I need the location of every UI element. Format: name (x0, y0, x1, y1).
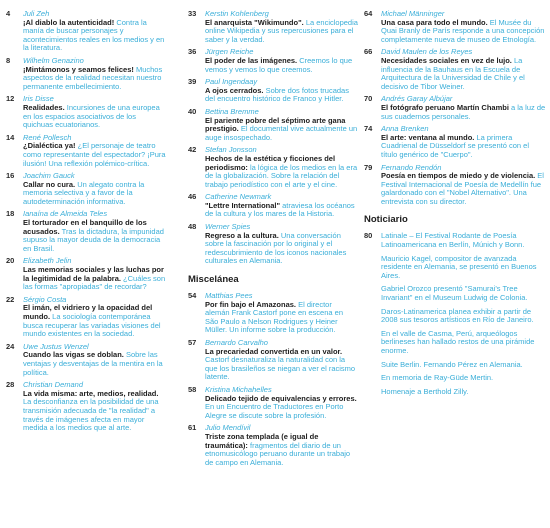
page-number: 58 (188, 384, 197, 394)
entry-title: ¡Al diablo la autenticidad! (23, 17, 115, 27)
toc-entry (188, 424, 358, 467)
entry-text (205, 301, 358, 335)
news-item-text: Gabriel Orozco presentó "Samurai's Tree Invariant" en el Museum Ludwig de Colonia. (381, 284, 528, 303)
page-number: 4 (6, 9, 11, 18)
page-number: 16 (6, 171, 15, 181)
entry-text (23, 390, 166, 433)
toc-entry (188, 223, 358, 266)
page-number: 33 (188, 9, 197, 18)
toc-column-1 (6, 10, 166, 437)
entry-description: Creemos lo que vemos y vemos lo que creemos. (205, 55, 353, 74)
entry-author: Sérgio Costa (23, 294, 67, 304)
entry-author: Michael Männinger (381, 9, 445, 18)
page-number: 22 (6, 294, 15, 304)
entry-title: Realidades. (23, 102, 65, 112)
entry-author: René Pollesch (23, 132, 72, 142)
entry-author: Wilhelm Genazino (23, 55, 84, 65)
entry-author: Bernardo Carvalho (205, 338, 268, 347)
entry-description: Un alegato contra la memoria selectiva y a favor de la autodeterminación informativa. (23, 179, 145, 206)
entry-title: Por fin bajo el Amazonas. (205, 299, 296, 309)
news-item-text: Latinale – El Festival Rodante de Poesía Latinoamericana en Berlín, Múnich y Bonn. (381, 231, 525, 250)
entry-title: Triste zona templada (e igual de traumática): (205, 431, 319, 450)
news-item (364, 232, 546, 249)
entry-author: Paul Ingendaay (205, 77, 258, 87)
page-number: 40 (188, 106, 197, 116)
entry-title: Callar no cura. (23, 179, 76, 189)
entry-description: Castorf desnaturaliza la naturalidad con la que los brasileños se niegan a ver el racismo latente. (205, 355, 356, 382)
page-number: 70 (364, 94, 373, 104)
entry-text (23, 66, 166, 92)
news-item (364, 255, 546, 281)
entry-text (205, 395, 358, 421)
news-item-text: En el valle de Casma, Perú, arqueólogos berlineses han hallado restos de una pirámide enorme. (381, 328, 535, 355)
toc-entry (188, 10, 358, 44)
page-number: 46 (188, 192, 197, 202)
toc-entry (6, 134, 166, 168)
entry-title: El arte: ventana al mundo. (381, 132, 475, 142)
entry-author: Matthias Pees (205, 291, 253, 301)
entry-text (381, 172, 546, 206)
toc-entry (6, 257, 166, 291)
entry-author: Stefan Jonsson (205, 145, 257, 155)
toc-column-3-main (364, 10, 546, 206)
entry-title: El pariente pobre del séptimo arte gana prestigio. (205, 115, 346, 134)
entry-title: Cuando las vigas se doblan. (23, 350, 124, 360)
entry-title: A ojos cerrados. (205, 85, 264, 95)
page-number: 20 (6, 256, 15, 266)
toc-entry (188, 146, 358, 189)
toc-column-2-main (188, 10, 358, 266)
toc-entry (364, 48, 546, 91)
entry-description: Una conversación sobre la fascinación por lo original y el redescubrimiento de los iconos nacionales culturales en Alemania. (205, 230, 347, 266)
page-number: 80 (364, 231, 373, 241)
page-number: 61 (188, 423, 197, 433)
entry-text (23, 219, 166, 253)
entry-title: Las memorias sociales y las luchas por la legitimidad de la palabra. (23, 265, 164, 283)
entry-title: ¡Mintámonos y seamos felices! (23, 64, 134, 74)
entry-text (23, 266, 166, 292)
entry-text (205, 348, 358, 382)
news-item-text: Homenaje a Berthold Zilly. (381, 386, 469, 396)
section-heading-miscelanea: Miscelánea (188, 274, 239, 286)
entry-author: Iris Disse (23, 94, 54, 104)
toc-entry (188, 386, 358, 420)
entry-description: Contra la manía de buscar personajes y acontecimientos reales en los medios y en la literatura. (23, 17, 165, 53)
entry-author: Fernando Rendón (381, 162, 442, 172)
entry-description: la lógica de los medios en la era de la globalización. Sobre la relación del trabajo periodístico con el arte y el cine. (205, 162, 358, 189)
entry-text (205, 117, 358, 143)
page-number: 28 (6, 380, 15, 390)
entry-title: El imán, el vidriero y la opacidad del mundo. (23, 303, 153, 321)
toc-entry (6, 343, 166, 377)
toc-column-2-misc (188, 292, 358, 467)
toc-entry (188, 292, 358, 335)
toc-entry (6, 10, 166, 53)
entry-text (205, 433, 358, 467)
toc-entry (364, 125, 546, 159)
page-number: 12 (6, 94, 15, 104)
news-item-text: Suite Berlin. Fernando Pérez en Alemania. (381, 359, 523, 369)
page-number: 54 (188, 291, 197, 301)
entry-title: El anarquista "Wikimundo". (205, 17, 304, 27)
entry-author: Bettina Bremme (205, 106, 259, 116)
toc-entry (364, 10, 546, 44)
entry-description: El director alemán Frank Castorf pone en escena en São Paulo a Nelson Rodrigues y Heiner Müller. Un informe sobre la producción. (205, 299, 343, 335)
entry-author: Uwe Justus Wenzel (23, 341, 89, 351)
toc-column-2 (188, 10, 358, 471)
page-number: 64 (364, 9, 373, 18)
entry-text (205, 19, 358, 45)
page-number: 74 (364, 124, 373, 134)
page-number: 36 (188, 47, 197, 57)
entry-title: "Lettre International" (205, 200, 281, 210)
news-item-text: Daros-Latinamerica planea exhibir a partir de 2008 sus tesoros artísticos en Río de Janeiro. (381, 306, 534, 325)
entry-title: Delicado tejido de equivalencias y errores. (205, 393, 357, 403)
entry-author: Anna Brenken (381, 124, 429, 134)
page-number: 14 (6, 132, 15, 142)
page-number: 66 (364, 47, 373, 57)
entry-description: ¿El personaje de teatro como representante del espectador? ¡Pura ilusión! Una reflexión polémico-crítica. (23, 141, 166, 168)
entry-text (23, 142, 166, 168)
toc-entry (6, 296, 166, 339)
toc-entry (6, 381, 166, 433)
entry-text (381, 19, 546, 45)
news-item (364, 308, 546, 325)
page-number: 42 (188, 145, 197, 155)
toc-entry (6, 172, 166, 206)
entry-author: Ianaína de Almeida Teles (23, 209, 108, 219)
toc-entry (364, 164, 546, 207)
entry-text (205, 87, 358, 104)
entry-title: El fotógrafo peruano Martín Chambi (381, 102, 509, 112)
news-item (364, 285, 546, 302)
entry-text (381, 104, 546, 121)
entry-author: Catherine Newmark (205, 192, 272, 202)
news-item (364, 361, 546, 370)
entry-author: Julio Mendívil (205, 423, 251, 433)
page-number: 8 (6, 55, 11, 65)
news-item-text: En memoria de Ray-Güde Mertin. (381, 373, 494, 383)
entry-text (23, 351, 166, 377)
entry-title: Poesía en tiempos de miedo y de violencia. (381, 171, 536, 181)
news-item (364, 330, 546, 356)
entry-author: Andrés Garay Albújar (381, 94, 453, 104)
entry-description: atraviesa los océanos de la cultura y los mares de la Historia. (205, 200, 355, 219)
entry-description: La influencia de la Bauhaus en la Escuela de Arquitectura de la Universidad de Chile y el decisivo de Tibor Weiner. (381, 55, 525, 91)
entry-description: a la luz de sus cuadernos personales. (381, 102, 546, 121)
page-number: 18 (6, 209, 15, 219)
page-number: 57 (188, 338, 197, 347)
entry-description: Muchos aspectos de la realidad necesitan nuestro permanente embellecimiento. (23, 64, 163, 91)
page-number: 79 (364, 162, 373, 172)
entry-text (23, 181, 166, 207)
toc-entry (188, 339, 358, 382)
news-item-text: Mauricio Kagel, compositor de avanzada residente en Alemania, se presentó en Buenos Aires. (381, 253, 537, 280)
toc-entry (364, 95, 546, 121)
entry-text (23, 19, 166, 53)
toc-entry (6, 57, 166, 91)
toc-entry (188, 193, 358, 219)
entry-author: Kristina Michahelles (205, 384, 272, 394)
entry-text (23, 304, 166, 338)
entry-author: David Maulen de los Reyes (381, 47, 473, 57)
page-number: 39 (188, 77, 197, 87)
news-list (364, 232, 546, 396)
toc-entry (188, 48, 358, 74)
entry-author: Juli Zeh (23, 9, 50, 18)
entry-author: Werner Spies (205, 222, 251, 232)
entry-text (205, 202, 358, 219)
entry-author: Joachim Gauck (23, 171, 75, 181)
entry-description: El documental vive actualmente un auge insospechado. (205, 124, 358, 142)
entry-title: La vida misma: arte, medios, realidad. (23, 388, 159, 398)
entry-author: Kerstin Kohlenberg (205, 9, 269, 18)
entry-description: Sobre las ventajas y desventajas de la mentira en la política. (23, 350, 163, 377)
entry-description: En un Encuentro de Traductores en Porto Alegre se discute sobre la profesión. (205, 402, 344, 420)
entry-text (205, 232, 358, 266)
entry-title: Hechos de la estética y ficciones del periodismo: (205, 153, 336, 172)
entry-description: La desconfianza en la posibilidad de una transmisión adecuada de "la realidad" a través de imágenes afecta en mayor medida a los medios que al arte. (23, 397, 159, 433)
entry-text (23, 104, 166, 130)
entry-description: La sociología contemporánea busca recuperar las variadas visiones del mundo existentes en la sociedad. (23, 312, 161, 339)
entry-description: La enciclopedia online Wikipedia y sus repercusiones para el saber y la verdad. (205, 17, 358, 44)
entry-text (381, 57, 546, 91)
page-number: 48 (188, 222, 197, 232)
entry-title: Una casa para todo el mundo. (381, 17, 488, 27)
entry-title: Regreso a la cultura. (205, 230, 279, 240)
toc-entry (188, 108, 358, 142)
entry-text (205, 57, 358, 74)
entry-title: ¿Dialéctica ya! (23, 141, 76, 151)
entry-description: ¿Cuáles son las formas "apropiadas" de recordar? (23, 273, 166, 292)
entry-description: Incursiones de una europea en los espacios asociativos de los quichuas ecuatorianos. (23, 102, 160, 130)
section-heading-noticiario: Noticiario (364, 214, 408, 226)
entry-text (381, 134, 546, 160)
news-item (364, 374, 546, 383)
entry-description: Tras la dictadura, la impunidad supuso la mayor deuda de la democracia en Brasil. (23, 226, 164, 253)
entry-description: El Festival Internacional de Poesía de Medellín fue galardonado con el "Nobel Alternativo". Una entrevista con su director. (381, 171, 544, 206)
entry-title: Necesidades sociales en vez de lujo. (381, 55, 512, 65)
entry-author: Christian Demand (23, 380, 84, 390)
entry-description: Sobre dos fotos trucadas del encuentro histórico de Franco y Hitler. (205, 85, 349, 104)
news-item (364, 388, 546, 397)
toc-entry (6, 210, 166, 253)
entry-title: La precariedad convertida en un valor. (205, 346, 343, 356)
page-number: 24 (6, 341, 15, 351)
entry-author: Elizabeth Jelin (23, 256, 72, 266)
entry-description: La primera Cuadrienal de Düsseldorf se presentó con el título genérico de "Cuerpo". (381, 132, 530, 159)
entry-author: Jürgen Reiche (205, 47, 254, 57)
entry-description: El Musée du Quai Branly de París responde a una concepción completamente nueva de museo de Etnología. (381, 17, 545, 44)
toc-column-3 (364, 10, 546, 401)
entry-title: El torturador en el banquillo de los acusados. (23, 218, 147, 236)
entry-title: El poder de las imágenes. (205, 55, 298, 65)
toc-entry (6, 95, 166, 129)
toc-entry (188, 78, 358, 104)
entry-text (205, 155, 358, 189)
entry-description: fragmentos del diario de un etnomusicólogo peruano durante un trabajo de campo en Alemania. (205, 440, 351, 467)
